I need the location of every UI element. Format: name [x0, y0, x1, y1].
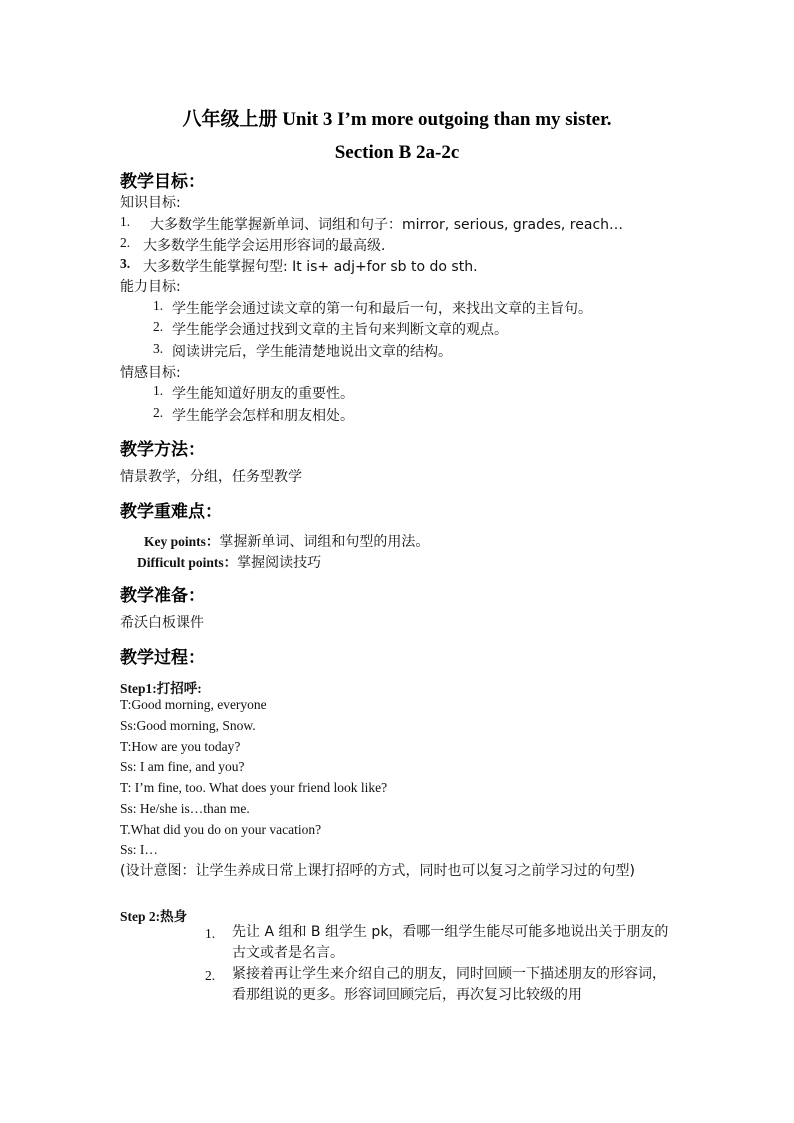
- emotion-item-number: 2.: [153, 405, 164, 420]
- ability-item-number: 3.: [153, 341, 164, 356]
- key-points-label: Key points：: [144, 534, 220, 549]
- step2-item: 紧接着再让学生来介绍自己的朋友，同时回顾一下描述朋友的形容词，看那组说的更多。形容词回顾完后，再次复习比较级的用: [232, 966, 666, 1003]
- key-points-line: [144, 530, 429, 551]
- ability-item: 阅读讲完后，学生能清楚地说出文章的结构。: [172, 344, 452, 360]
- step1-label: Step1:打招呼:: [120, 681, 202, 696]
- difficult-points-line: [137, 551, 321, 572]
- goals-heading: 教学目标：: [120, 172, 205, 192]
- dialogue-line: T:How are you today?: [120, 739, 241, 754]
- prep-text: 希沃白板课件: [120, 615, 204, 631]
- dialogue-line: Ss: He/she is…than me.: [120, 801, 250, 816]
- document-subtitle: Section B 2a-2c: [334, 142, 460, 163]
- knowledge-item: 大多数学生能学会运用形容词的最高级.: [143, 238, 386, 254]
- design-intent: (设计意图：让学生养成日常上课打招呼的方式，同时也可以复习之前学习过的句型): [120, 863, 635, 879]
- ability-item-number: 1.: [153, 298, 164, 313]
- ability-item: 学生能学会通过找到文章的主旨句来判断文章的观点。: [172, 322, 508, 338]
- step2-item-number: 1.: [205, 926, 216, 941]
- keypoints-heading: 教学重难点：: [120, 502, 222, 522]
- dialogue-line: Ss: I am fine, and you?: [120, 759, 245, 774]
- step2-label: Step 2:热身: [120, 909, 188, 924]
- knowledge-item: 大多数学生能掌握新单词、词组和句子：mirror, serious, grades, reach…: [150, 217, 624, 233]
- dialogue-line: T.What did you do on your vacation?: [120, 822, 322, 837]
- dialogue-line: T: I’m fine, too. What does your friend look like?: [120, 780, 388, 795]
- methods-text: 情景教学，分组，任务型教学: [120, 469, 302, 485]
- prep-heading: 教学准备：: [120, 586, 205, 606]
- dialogue-line: T:Good morning, everyone: [120, 697, 267, 712]
- knowledge-item-number: 3.: [120, 256, 131, 271]
- emotion-label: 情感目标:: [120, 365, 181, 381]
- ability-label: 能力目标:: [120, 279, 181, 295]
- ability-item: 学生能学会通过读文章的第一句和最后一句，来找出文章的主旨句。: [172, 301, 592, 317]
- emotion-item: 学生能学会怎样和朋友相处。: [172, 408, 354, 424]
- dialogue-line: Ss: I…: [120, 842, 158, 857]
- dialogue-line: Ss:Good morning, Snow.: [120, 718, 256, 733]
- step2-item-number: 2.: [205, 968, 216, 983]
- methods-heading: 教学方法：: [120, 440, 205, 460]
- knowledge-item: 大多数学生能掌握句型: It is+ adj+for sb to do sth.: [143, 259, 478, 275]
- difficult-points-text: 掌握阅读技巧: [237, 555, 322, 571]
- document-title: 八年级上册 Unit 3 I’m more outgoing than my sister.: [182, 109, 612, 130]
- key-points-text: 掌握新单词、词组和句型的用法。: [219, 534, 430, 550]
- knowledge-label: 知识目标:: [120, 195, 181, 211]
- ability-item-number: 2.: [153, 319, 164, 334]
- process-heading: 教学过程：: [120, 648, 205, 668]
- emotion-item-number: 1.: [153, 383, 164, 398]
- knowledge-item-number: 1.: [120, 214, 131, 229]
- knowledge-item-number: 2.: [120, 235, 131, 250]
- difficult-points-label: Difficult points：: [137, 555, 238, 570]
- emotion-item: 学生能知道好朋友的重要性。: [172, 386, 354, 402]
- step2-item: 先让 A 组和 B 组学生 pk，看哪一组学生能尽可能多地说出关于朋友的古文或者是名言。: [232, 924, 669, 961]
